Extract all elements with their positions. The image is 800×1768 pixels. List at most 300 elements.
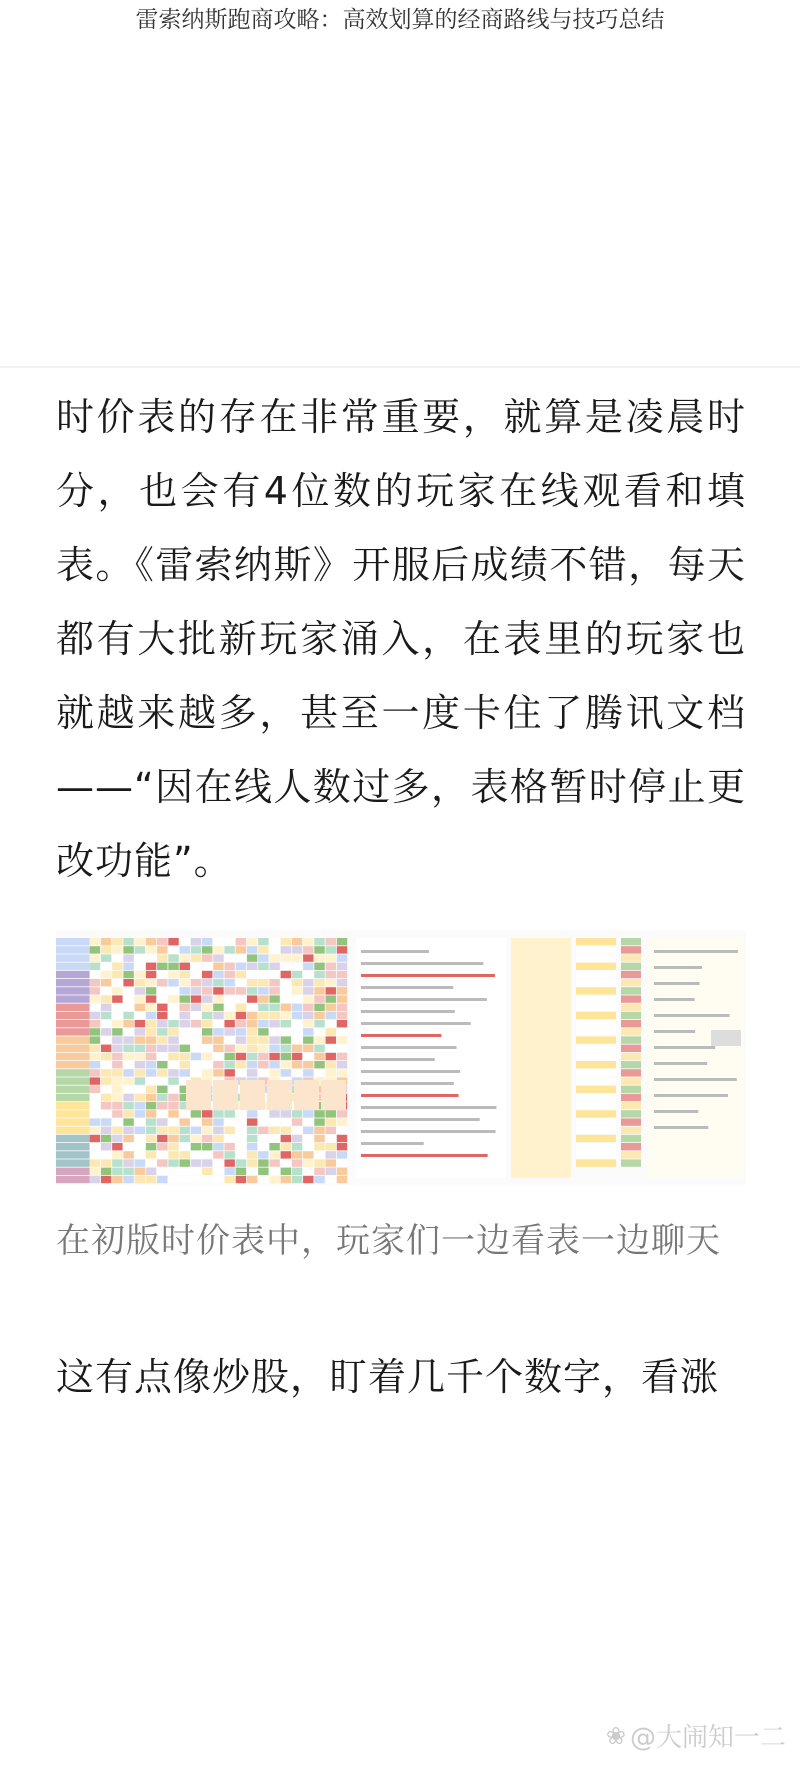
sheet-cell xyxy=(314,1061,324,1068)
sheet-cell xyxy=(191,1045,201,1052)
sheet-note-line xyxy=(654,982,700,985)
sheet-cell xyxy=(123,1159,133,1166)
sheet-cell xyxy=(180,1127,190,1134)
sheet-cell xyxy=(314,1176,324,1183)
sheet-cell xyxy=(90,1053,100,1060)
sheet-cell xyxy=(258,954,268,961)
sheet-cell xyxy=(292,1036,302,1043)
sheet-group-cell xyxy=(56,1069,90,1076)
sheet-cell xyxy=(281,963,291,970)
sheet-cell xyxy=(101,1102,111,1109)
sheet-cell xyxy=(123,954,133,961)
sheet-cell xyxy=(621,1143,641,1150)
sheet-cell xyxy=(247,1168,257,1175)
sheet-group-cell xyxy=(56,971,90,978)
sheet-cell xyxy=(112,1102,122,1109)
sheet-cell xyxy=(146,1151,156,1158)
sheet-cell xyxy=(101,1028,111,1035)
sheet-cell xyxy=(101,987,111,994)
sheet-cell xyxy=(621,1053,641,1060)
sheet-cell xyxy=(123,979,133,986)
sheet-cell xyxy=(157,1176,167,1183)
sheet-cell xyxy=(314,1110,324,1117)
sheet-cell xyxy=(180,1045,190,1052)
sheet-cell xyxy=(90,963,100,970)
sheet-cell xyxy=(180,987,190,994)
sheet-cell xyxy=(269,995,279,1002)
sheet-note-line xyxy=(361,1142,424,1145)
sheet-cell xyxy=(180,1151,190,1158)
sheet-cell xyxy=(112,1176,122,1183)
sheet-cell xyxy=(112,1110,122,1117)
sheet-group-cell xyxy=(56,979,90,986)
sheet-cell xyxy=(213,1012,223,1019)
watermark xyxy=(606,1717,786,1754)
sheet-cell xyxy=(146,987,156,994)
sheet-cell xyxy=(213,1045,223,1052)
sheet-cell xyxy=(269,979,279,986)
sheet-cell xyxy=(576,1020,616,1027)
sheet-cell xyxy=(146,946,156,953)
sheet-cell xyxy=(576,1159,616,1166)
sheet-cell xyxy=(168,979,178,986)
sheet-cell xyxy=(337,1012,347,1019)
sheet-cell xyxy=(326,1020,336,1027)
sheet-cell xyxy=(101,1151,111,1158)
sheet-cell xyxy=(101,1094,111,1101)
sheet-cell xyxy=(303,1168,313,1175)
sheet-cell xyxy=(168,1053,178,1060)
sheet-cell xyxy=(135,1036,145,1043)
sheet-cell xyxy=(224,1110,234,1117)
sheet-cell xyxy=(180,1110,190,1117)
sheet-cell xyxy=(247,1061,257,1068)
sheet-cell xyxy=(191,938,201,945)
sheet-cell xyxy=(101,1061,111,1068)
sheet-cell xyxy=(621,1036,641,1043)
sheet-cell xyxy=(112,979,122,986)
sheet-cell xyxy=(90,1127,100,1134)
sheet-cell xyxy=(337,1168,347,1175)
sheet-cell xyxy=(258,938,268,945)
sheet-cell xyxy=(303,1069,313,1076)
sheet-cell xyxy=(101,1077,111,1084)
sheet-cell xyxy=(135,1176,145,1183)
sheet-cell xyxy=(236,1143,246,1150)
sheet-cell xyxy=(314,954,324,961)
sheet-cell xyxy=(314,1028,324,1035)
sheet-cell xyxy=(101,1168,111,1175)
sheet-cell xyxy=(90,1110,100,1117)
sheet-cell xyxy=(157,1028,167,1035)
sheet-cell xyxy=(157,1061,167,1068)
sheet-hatch-cell xyxy=(213,1080,238,1110)
sheet-cell xyxy=(576,1069,616,1076)
sheet-cell xyxy=(258,1110,268,1117)
sheet-cell xyxy=(236,1135,246,1142)
image-caption: 在初版时价表中，玩家们一边看表一边聊天 xyxy=(56,1221,721,1261)
sheet-cell xyxy=(576,1102,616,1109)
sheet-cell xyxy=(326,1143,336,1150)
sheet-cell xyxy=(269,1118,279,1125)
sheet-cell xyxy=(326,995,336,1002)
sheet-cell xyxy=(247,1020,257,1027)
sheet-cell xyxy=(281,1159,291,1166)
sheet-cell xyxy=(146,1036,156,1043)
sheet-cell xyxy=(281,1069,291,1076)
sheet-cell xyxy=(101,1036,111,1043)
sheet-cell xyxy=(135,1004,145,1011)
sheet-cell xyxy=(621,979,641,986)
sheet-cell xyxy=(314,963,324,970)
sheet-cell xyxy=(292,979,302,986)
sheet-cell xyxy=(258,1028,268,1035)
sheet-cell xyxy=(202,1127,212,1134)
sheet-note-line xyxy=(361,1022,471,1025)
sheet-cell xyxy=(135,1102,145,1109)
sheet-cell xyxy=(180,946,190,953)
sheet-cell xyxy=(326,963,336,970)
sheet-cell xyxy=(135,971,145,978)
sheet-cell xyxy=(236,1020,246,1027)
sheet-cell xyxy=(326,1110,336,1117)
sheet-cell xyxy=(168,1036,178,1043)
sheet-cell xyxy=(236,938,246,945)
watermark-text: @大闹知一二 xyxy=(629,1723,786,1753)
sheet-cell xyxy=(202,938,212,945)
sheet-cell xyxy=(157,954,167,961)
sheet-cell xyxy=(202,946,212,953)
sheet-cell xyxy=(90,1086,100,1093)
sheet-cell xyxy=(112,1036,122,1043)
sheet-cell xyxy=(90,1036,100,1043)
sheet-cell xyxy=(146,1086,156,1093)
sheet-cell xyxy=(269,971,279,978)
sheet-cell xyxy=(123,1151,133,1158)
sheet-cell xyxy=(112,1094,122,1101)
sheet-cell xyxy=(576,1012,616,1019)
sheet-cell xyxy=(135,1012,145,1019)
sheet-cell xyxy=(247,1118,257,1125)
sheet-cell xyxy=(180,1028,190,1035)
sheet-cell xyxy=(292,987,302,994)
sheet-cell xyxy=(576,1118,616,1125)
sheet-note-line xyxy=(654,1110,698,1113)
sheet-cell xyxy=(314,946,324,953)
sheet-cell xyxy=(157,1012,167,1019)
sheet-cell xyxy=(135,1168,145,1175)
sheet-hatch-cell xyxy=(267,1080,292,1110)
sheet-cell xyxy=(258,1045,268,1052)
sheet-cell xyxy=(146,1168,156,1175)
sheet-cell xyxy=(135,1053,145,1060)
sheet-cell xyxy=(292,1028,302,1035)
sheet-cell xyxy=(258,1143,268,1150)
sheet-cell xyxy=(236,1110,246,1117)
sheet-cell xyxy=(180,1004,190,1011)
sheet-hatch-cell xyxy=(321,1080,346,1110)
sheet-cell xyxy=(247,995,257,1002)
sheet-cell xyxy=(135,963,145,970)
sheet-cell xyxy=(314,1143,324,1150)
sheet-note-line xyxy=(361,1094,459,1097)
sheet-cell xyxy=(281,1176,291,1183)
sheet-cell xyxy=(146,1118,156,1125)
sheet-cell xyxy=(191,1135,201,1142)
sheet-cell xyxy=(337,1061,347,1068)
sheet-cell xyxy=(292,1159,302,1166)
sheet-group-cell xyxy=(56,946,90,953)
sheet-cell xyxy=(303,1110,313,1117)
sheet-cell xyxy=(101,971,111,978)
sheet-cell xyxy=(281,1036,291,1043)
sheet-cell xyxy=(258,987,268,994)
sheet-hatch-cell xyxy=(240,1080,265,1110)
sheet-cell xyxy=(258,979,268,986)
sheet-cell xyxy=(269,946,279,953)
sheet-group-cell xyxy=(56,1151,90,1158)
sheet-cell xyxy=(135,938,145,945)
sheet-cell xyxy=(337,1045,347,1052)
sheet-cell xyxy=(123,1110,133,1117)
sheet-cell xyxy=(157,1053,167,1060)
sheet-cell xyxy=(326,979,336,986)
sheet-cell xyxy=(112,1012,122,1019)
sheet-cell xyxy=(224,987,234,994)
sheet-cell xyxy=(90,1012,100,1019)
sheet-cell xyxy=(258,946,268,953)
sheet-cell xyxy=(202,987,212,994)
sheet-cell xyxy=(213,1004,223,1011)
sheet-group-cell xyxy=(56,1028,90,1035)
sheet-cell xyxy=(191,1053,201,1060)
sheet-cell xyxy=(191,1012,201,1019)
sheet-cell xyxy=(326,1004,336,1011)
sheet-cell xyxy=(157,1086,167,1093)
sheet-note-line xyxy=(654,1030,695,1033)
sheet-cell xyxy=(292,1151,302,1158)
sheet-cell xyxy=(292,938,302,945)
sheet-cell xyxy=(101,1127,111,1134)
sheet-cell xyxy=(247,1053,257,1060)
sheet-cell xyxy=(576,1061,616,1068)
sheet-cell xyxy=(337,987,347,994)
sheet-cell xyxy=(236,1069,246,1076)
sheet-cell xyxy=(146,979,156,986)
sheet-cell xyxy=(168,1102,178,1109)
sheet-note-line xyxy=(654,1062,707,1065)
sheet-cell xyxy=(303,987,313,994)
sheet-cell xyxy=(281,1151,291,1158)
sheet-cell xyxy=(247,1012,257,1019)
sheet-cell xyxy=(314,1159,324,1166)
sheet-cell xyxy=(168,963,178,970)
sheet-cell xyxy=(157,946,167,953)
sheet-cell xyxy=(146,1028,156,1035)
sheet-cell xyxy=(314,1135,324,1142)
sheet-cell xyxy=(123,971,133,978)
spreadsheet-image xyxy=(56,930,746,1185)
sheet-cell xyxy=(281,1127,291,1134)
sheet-note-line xyxy=(361,1082,454,1085)
sheet-cell xyxy=(123,1061,133,1068)
sheet-cell xyxy=(112,963,122,970)
sheet-cell xyxy=(157,971,167,978)
sheet-cell xyxy=(168,938,178,945)
sheet-cell xyxy=(157,1168,167,1175)
sheet-cell xyxy=(112,1053,122,1060)
sheet-cell xyxy=(101,946,111,953)
sheet-hatch-cell xyxy=(294,1080,319,1110)
sheet-cell xyxy=(135,1143,145,1150)
sheet-cell xyxy=(326,1159,336,1166)
sheet-cell xyxy=(146,954,156,961)
sheet-cell xyxy=(112,1135,122,1142)
sheet-cell xyxy=(191,1127,201,1134)
sheet-cell xyxy=(90,1020,100,1027)
sheet-group-cell xyxy=(56,1135,90,1142)
sheet-group-cell xyxy=(56,1176,90,1183)
sheet-cell xyxy=(90,1102,100,1109)
sheet-cell xyxy=(180,954,190,961)
sheet-cell xyxy=(247,954,257,961)
sheet-cell xyxy=(326,1061,336,1068)
sheet-cell xyxy=(135,1045,145,1052)
sheet-cell xyxy=(236,987,246,994)
sheet-cell xyxy=(621,946,641,953)
sheet-cell xyxy=(292,1053,302,1060)
sheet-cell xyxy=(157,1151,167,1158)
sheet-cell xyxy=(337,954,347,961)
sheet-group-cell xyxy=(56,1110,90,1117)
sheet-cell xyxy=(202,1176,212,1183)
sheet-cell xyxy=(337,1069,347,1076)
sheet-cell xyxy=(112,1020,122,1027)
sheet-cell xyxy=(337,1020,347,1027)
sheet-cell xyxy=(303,1176,313,1183)
sheet-cell xyxy=(135,1020,145,1027)
sheet-cell xyxy=(576,1110,616,1117)
sheet-note-line xyxy=(654,1014,730,1017)
sheet-cell xyxy=(191,1168,201,1175)
sheet-cell xyxy=(146,1045,156,1052)
sheet-cell xyxy=(213,1159,223,1166)
sheet-note-line xyxy=(361,1034,441,1037)
sheet-cell xyxy=(247,979,257,986)
sheet-cell xyxy=(202,1151,212,1158)
sheet-cell xyxy=(247,1135,257,1142)
sheet-cell xyxy=(314,1069,324,1076)
sheet-cell xyxy=(90,938,100,945)
sheet-cell xyxy=(157,1143,167,1150)
sheet-cell xyxy=(135,1110,145,1117)
sheet-cell xyxy=(269,954,279,961)
sheet-cell xyxy=(576,1094,616,1101)
sheet-cell xyxy=(146,963,156,970)
sheet-cell xyxy=(90,1151,100,1158)
sheet-cell xyxy=(135,1151,145,1158)
sheet-cell xyxy=(224,1012,234,1019)
sheet-cell xyxy=(269,1036,279,1043)
sheet-cell xyxy=(202,1135,212,1142)
article-body xyxy=(56,380,746,898)
sheet-group-cell xyxy=(56,987,90,994)
sheet-cell xyxy=(258,995,268,1002)
sheet-group-cell xyxy=(56,1118,90,1125)
sheet-cell xyxy=(269,1176,279,1183)
sheet-cell xyxy=(180,995,190,1002)
sheet-cell xyxy=(247,987,257,994)
sheet-cell xyxy=(326,1036,336,1043)
sheet-cell xyxy=(303,1020,313,1027)
sheet-cell xyxy=(258,1159,268,1166)
sheet-cell xyxy=(180,1118,190,1125)
sheet-cell xyxy=(90,1028,100,1035)
sheet-cell xyxy=(621,1069,641,1076)
sheet-cell xyxy=(303,1127,313,1134)
sheet-cell xyxy=(281,971,291,978)
sheet-note-line xyxy=(361,1130,496,1133)
sheet-cell xyxy=(213,1036,223,1043)
sheet-cell xyxy=(157,938,167,945)
sheet-cell xyxy=(292,1069,302,1076)
sheet-cell xyxy=(247,1045,257,1052)
sheet-cell xyxy=(281,938,291,945)
sheet-cell xyxy=(236,1053,246,1060)
sheet-cell xyxy=(576,1077,616,1084)
sheet-cell xyxy=(101,1053,111,1060)
sheet-group-cell xyxy=(56,1168,90,1175)
sheet-cell xyxy=(621,1094,641,1101)
sheet-cell xyxy=(337,995,347,1002)
sheet-cell xyxy=(247,1176,257,1183)
sheet-cell xyxy=(180,1061,190,1068)
sheet-cell xyxy=(180,1069,190,1076)
sheet-cell xyxy=(292,971,302,978)
sheet-cell xyxy=(236,1061,246,1068)
sheet-cell xyxy=(224,1127,234,1134)
sheet-cell xyxy=(123,1118,133,1125)
sheet-cell xyxy=(168,1012,178,1019)
sheet-cell xyxy=(135,1135,145,1142)
sheet-cell xyxy=(292,995,302,1002)
sheet-cell xyxy=(123,938,133,945)
sheet-cell xyxy=(112,946,122,953)
sheet-cell xyxy=(292,1020,302,1027)
sheet-cell xyxy=(576,946,616,953)
sheet-cell xyxy=(213,1135,223,1142)
sheet-cell xyxy=(135,1118,145,1125)
sheet-cell xyxy=(168,1086,178,1093)
sheet-cell xyxy=(314,1168,324,1175)
sheet-cell xyxy=(213,1053,223,1060)
sheet-note-line xyxy=(361,1154,488,1157)
sheet-cell xyxy=(576,987,616,994)
sheet-cell xyxy=(236,1127,246,1134)
sheet-cell xyxy=(123,1168,133,1175)
sheet-cell xyxy=(135,979,145,986)
sheet-cell xyxy=(292,1012,302,1019)
sheet-cell xyxy=(247,1110,257,1117)
sheet-cell xyxy=(180,1168,190,1175)
sheet-cell xyxy=(269,1061,279,1068)
sheet-cell xyxy=(168,1004,178,1011)
sheet-cell xyxy=(621,1004,641,1011)
sheet-cell xyxy=(213,1020,223,1027)
sheet-cell xyxy=(247,946,257,953)
sheet-cell xyxy=(337,1135,347,1142)
sheet-cell xyxy=(123,1028,133,1035)
